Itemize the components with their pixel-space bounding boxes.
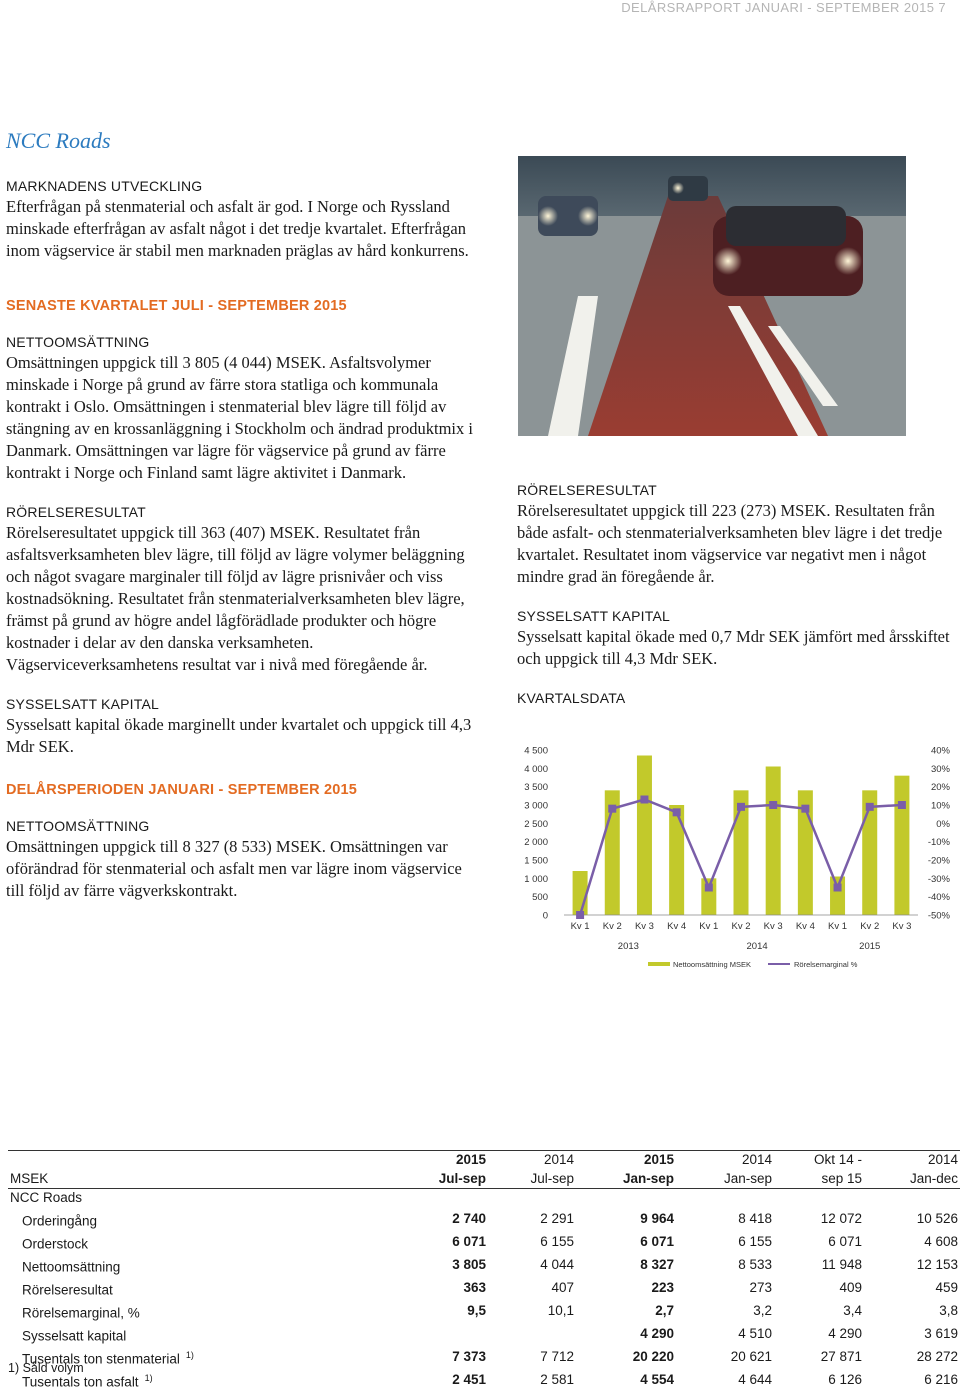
table-header-cell: sep 15	[821, 1170, 862, 1186]
table-cell: 4 608	[924, 1233, 958, 1249]
table-cell: 4 044	[540, 1256, 574, 1272]
table-cell: 363	[463, 1279, 486, 1295]
section-title: NCC Roads	[6, 128, 111, 153]
table-cell: 6 071	[452, 1233, 486, 1249]
table-cell: 3 805	[452, 1256, 486, 1272]
table-cell: 10 526	[916, 1210, 958, 1226]
table-cell: 20 220	[632, 1348, 674, 1364]
table-cell: 409	[839, 1279, 862, 1295]
legend-label: Nettoomsättning MSEK	[673, 960, 751, 969]
table-cell: 4 554	[640, 1371, 674, 1387]
bar	[894, 776, 909, 915]
heading-operating-result: RÖRELSERESULTAT	[6, 504, 146, 520]
y-tick-label-right: -10%	[927, 837, 950, 849]
table-cell: 6 071	[640, 1233, 674, 1249]
x-tick-label: Kv 3	[763, 921, 783, 932]
y-tick-label-left: 1 000	[524, 873, 548, 885]
table-header-cell: Jan-sep	[622, 1170, 674, 1186]
table-cell: 3 619	[924, 1325, 958, 1341]
table-cell: 407	[551, 1279, 574, 1295]
year-label: 2013	[617, 941, 639, 952]
text-market: Efterfrågan på stenmaterial och asfalt är god. I Norge och Ryssland minskade efterfrågan av asfalt något i det tredje kvartalet. Efterfrågan inom vägservice är stabil men marknaden präglas av hård konkurrens.	[6, 197, 469, 260]
table-cell: 4 290	[828, 1325, 862, 1341]
bar	[637, 756, 652, 916]
y-tick-label-left: 0	[542, 910, 548, 922]
table-row	[8, 1369, 960, 1392]
table-row	[8, 1346, 960, 1369]
margin-point	[898, 801, 906, 809]
table-cell: 8 418	[738, 1210, 772, 1226]
y-tick-label-right: 40%	[930, 745, 950, 757]
table-row	[8, 1300, 960, 1323]
table-row-label: Sysselsatt kapital	[22, 1328, 127, 1343]
table-header-cell: 2015	[388, 1151, 488, 1170]
text-capital: Sysselsatt kapital ökade marginellt under kvartalet och uppgick till 4,3 Mdr SEK.	[6, 715, 472, 756]
y-tick-label-right: -20%	[927, 855, 950, 867]
y-tick-label-left: 2 500	[524, 818, 548, 830]
table-header-cell: Jul-sep	[438, 1170, 486, 1186]
table-cell: 28 272	[916, 1348, 958, 1364]
text-operating-result-period: Rörelseresultatet uppgick till 223 (273) MSEK. Resultaten från både asfalt- och stenmaterialverksamheten blev lägre i det tredje kvartalet. Resultatet inom vägservice var negativt men i något mindre grad än föregående år.	[517, 501, 943, 586]
table-section-row	[8, 1189, 960, 1208]
table-cell: 9,5	[467, 1302, 486, 1318]
y-tick-label-left: 3 000	[524, 800, 548, 812]
heading-net-sales: NETTOOMSÄTTNING	[6, 334, 150, 350]
y-tick-label-right: 30%	[930, 763, 950, 775]
x-tick-label: Kv 4	[795, 921, 815, 932]
table-header-cell	[8, 1151, 388, 1170]
y-tick-label-left: 500	[532, 892, 548, 904]
table-cell: 27 871	[820, 1348, 862, 1364]
margin-point	[866, 803, 874, 811]
table-cell: 459	[935, 1279, 958, 1295]
table-cell: 3,8	[939, 1302, 958, 1318]
x-tick-label: Kv 2	[860, 921, 880, 932]
table-header-cell: Okt 14 -	[774, 1151, 864, 1170]
margin-point	[608, 805, 616, 813]
table-header-cell: MSEK	[10, 1170, 49, 1186]
bar	[573, 871, 588, 915]
table-header-row-2	[8, 1170, 960, 1189]
table-cell: 6 071	[828, 1233, 862, 1249]
margin-point	[640, 796, 648, 804]
table-cell: 273	[749, 1279, 772, 1295]
table-cell: 6 126	[828, 1371, 862, 1387]
table-header-cell: Jan-sep	[723, 1170, 772, 1186]
table-cell: 3,2	[753, 1302, 772, 1318]
margin-point	[834, 884, 842, 892]
table-cell: 8 533	[738, 1256, 772, 1272]
y-tick-label-left: 1 500	[524, 855, 548, 867]
table-row	[8, 1208, 960, 1231]
x-tick-label: Kv 3	[634, 921, 654, 932]
table-row	[8, 1277, 960, 1300]
table-cell: 2 740	[452, 1210, 486, 1226]
legend-label: Rörelsemarginal %	[794, 960, 858, 969]
x-tick-label: Kv 1	[570, 921, 590, 932]
table-cell: 4 510	[738, 1325, 772, 1341]
heading-period: DELÅRSPERIODEN JANUARI - SEPTEMBER 2015	[6, 782, 358, 798]
table-header-cell: Jan-dec	[909, 1170, 958, 1186]
left-column	[6, 176, 476, 902]
heading-quarter: SENASTE KVARTALET JULI - SEPTEMBER 2015	[6, 298, 347, 314]
table-cell: 7 373	[452, 1348, 486, 1364]
margin-point	[673, 808, 681, 816]
table-cell: 10,1	[547, 1302, 574, 1318]
table-row-label: Nettoomsättning	[22, 1259, 121, 1274]
table-row-label: Orderingång	[22, 1213, 98, 1228]
table-cell	[388, 1323, 488, 1346]
heading-capital: SYSSELSATT KAPITAL	[6, 696, 159, 712]
right-column	[517, 480, 960, 708]
table-cell: 4 290	[640, 1325, 674, 1341]
table-row-label: Tusentals ton asfalt $^{1)}$	[22, 1372, 153, 1389]
table-cell	[488, 1323, 576, 1346]
table-cell: 6 155	[540, 1233, 574, 1249]
table-cell: 3,4	[843, 1302, 862, 1318]
table-section-label: NCC Roads	[8, 1189, 388, 1208]
y-tick-label-left: 2 000	[524, 837, 548, 849]
table-cell: 8 327	[640, 1256, 674, 1272]
table-header-row-1	[8, 1151, 960, 1170]
margin-point	[576, 911, 584, 919]
y-tick-label-left: 4 000	[524, 763, 548, 775]
y-tick-label-right: 10%	[930, 800, 950, 812]
table-header-cell: Jul-sep	[530, 1170, 574, 1186]
table-cell: 6 155	[738, 1233, 772, 1249]
table-cell: 223	[651, 1279, 674, 1295]
y-tick-label-right: -30%	[927, 873, 950, 885]
table-header-cell: 2014	[676, 1151, 774, 1170]
x-tick-label: Kv 2	[731, 921, 751, 932]
table-footnote: 1) Såld volym	[8, 1361, 84, 1375]
x-tick-label: Kv 1	[699, 921, 719, 932]
road-photo-image	[518, 156, 906, 436]
heading-quarterly-data: KVARTALSDATA	[517, 690, 626, 706]
text-period-net-sales: Omsättningen uppgick till 8 327 (8 533) MSEK. Omsättningen var oförändrad för stenmaterial och asfalt men var lägre inom vägservice till följd av färre vägverkskontrakt.	[6, 837, 462, 900]
x-tick-label: Kv 3	[892, 921, 912, 932]
bar	[830, 877, 845, 916]
table-header-cell: 2014	[864, 1151, 960, 1170]
margin-point	[737, 803, 745, 811]
x-tick-label: Kv 2	[602, 921, 622, 932]
table-row-label: Tusentals ton stenmaterial $^{1)}$	[22, 1349, 194, 1366]
table-cell: 2 581	[540, 1371, 574, 1387]
y-tick-label-left: 4 500	[524, 745, 548, 757]
chart-svg	[500, 738, 960, 978]
y-tick-label-right: -50%	[927, 910, 950, 922]
road-photo	[518, 156, 906, 436]
heading-capital-period: SYSSELSATT KAPITAL	[517, 608, 670, 624]
x-tick-label: Kv 1	[828, 921, 848, 932]
margin-point	[705, 884, 713, 892]
heading-market: MARKNADENS UTVECKLING	[6, 178, 203, 194]
y-tick-label-right: 0%	[936, 818, 950, 830]
bar	[766, 767, 781, 916]
table-cell: 20 621	[730, 1348, 772, 1364]
heading-operating-result-period: RÖRELSERESULTAT	[517, 482, 657, 498]
y-tick-label-right: -40%	[927, 892, 950, 904]
table-cell: 2 291	[540, 1210, 574, 1226]
table-body	[8, 1208, 960, 1392]
heading-period-net-sales: NETTOOMSÄTTNING	[6, 818, 150, 834]
table-row-label: Rörelseresultat	[22, 1282, 113, 1297]
key-figures-table	[8, 1150, 960, 1392]
year-label: 2014	[746, 941, 768, 952]
table-row	[8, 1323, 960, 1346]
table-cell: 2 451	[452, 1371, 486, 1387]
margin-point	[801, 805, 809, 813]
margin-point	[769, 801, 777, 809]
table-header-cell: 2014	[488, 1151, 576, 1170]
table-cell: 2,7	[655, 1302, 674, 1318]
y-tick-label-left: 3 500	[524, 782, 548, 794]
table-cell: 9 964	[640, 1210, 674, 1226]
quarterly-chart	[500, 738, 960, 978]
table-cell: 7 712	[540, 1348, 574, 1364]
table-header-cell: 2015	[576, 1151, 676, 1170]
x-tick-label: Kv 4	[667, 921, 687, 932]
year-label: 2015	[859, 941, 881, 952]
table-cell: 6 216	[924, 1371, 958, 1387]
table-cell: 12 072	[820, 1210, 862, 1226]
page-header: DELÅRSRAPPORT JANUARI - SEPTEMBER 2015 7	[621, 0, 946, 15]
table-cell: 11 948	[821, 1256, 862, 1272]
table-row	[8, 1231, 960, 1254]
table-row	[8, 1254, 960, 1277]
text-capital-period: Sysselsatt kapital ökade med 0,7 Mdr SEK jämfört med årsskiftet och uppgick till 4,3 Mdr SEK.	[517, 627, 950, 668]
table-cell: 4 644	[738, 1371, 772, 1387]
text-net-sales: Omsättningen uppgick till 3 805 (4 044) MSEK. Asfaltsvolymer minskade i Norge på grund av färre stora statliga och kommunala kontrakt i Oslo. Omsättningen i stenmaterial blev lägre till följd av stängning av en krossanläggning i Stockholm och ändrad produktmix i Danmark. Omsättningen var lägre för vägservice på grund av färre kontrakt i Norge och Finland samt lägre aktivitet i Danmark.	[6, 353, 473, 482]
text-operating-result: Rörelseresultatet uppgick till 363 (407) MSEK. Resultatet från asfaltsverksamheten blev lägre, till följd av lägre volymer beläggning och något svagare marginaler till följd av lägre prisnivåer och viss kostnadsökning. Resultatet från stenmaterialverksamheten blev lägre, främst på grund av högre andel lågförädlade produkter och högre kostnader i delar av den danska verksamheten. Vägserviceverksamhetens resultat var i nivå med föregående år.	[6, 523, 465, 674]
table-row-label: Orderstock	[22, 1236, 89, 1251]
table-cell: 12 153	[916, 1256, 958, 1272]
table-row-label: Rörelsemarginal, %	[22, 1305, 140, 1320]
y-tick-label-right: 20%	[930, 782, 950, 794]
